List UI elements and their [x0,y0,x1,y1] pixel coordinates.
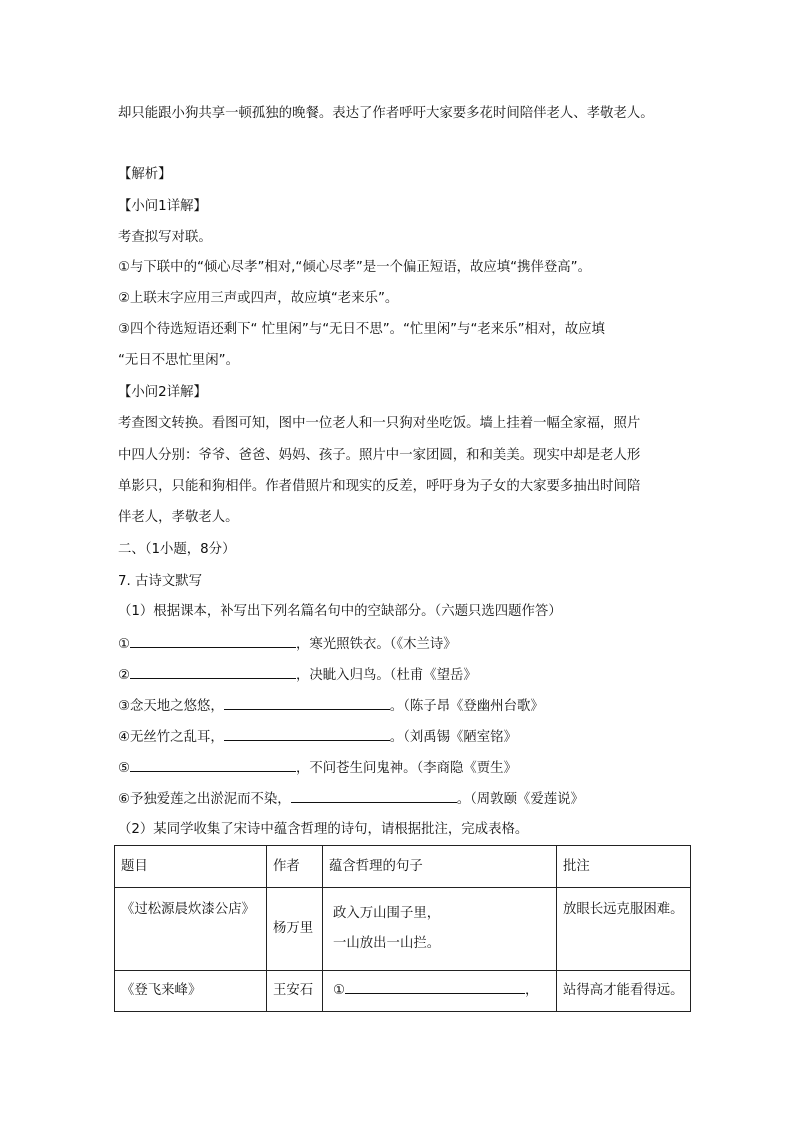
fill-item-suffix: ，寒光照铁衣。（《木兰诗》 [296,637,457,652]
q1-header: 【小问1详解】 [118,199,207,214]
question-7-part2-instruction: （2）某同学收集了宋诗中蕴含哲理的诗句，请根据批注，完成表格。 [118,822,529,837]
answer-blank[interactable] [291,789,457,803]
fill-item-suffix: ，决眦入归鸟。（杜甫《望岳》 [296,668,477,683]
question-7-title: 7. 古诗文默写 [118,574,202,589]
header-author: 作者 [267,846,323,888]
fill-item-prefix: ② [118,668,131,683]
header-sentence: 蕴含哲理的句子 [323,846,557,888]
table-row [115,971,691,1012]
header-title: 题目 [115,846,267,888]
answer-blank[interactable] [130,634,296,648]
answer-blank[interactable] [130,758,296,772]
section-two-heading: 二、（1小题，8分） [118,542,236,557]
q2-paragraph-line1: 考查图文转换。看图可知，图中一位老人和一只狗对坐吃饭。墙上挂着一幅全家福，照片 [118,416,641,431]
fill-item-suffix: 。（周敦颐《爱莲说》 [456,792,584,807]
fill-item-prefix: ③念天地之悠悠， [118,699,224,714]
cell-sentence [323,888,557,971]
fill-item-prefix: ① [118,637,131,652]
fill-item-3 [118,696,544,717]
question-7-part1-instruction: （1）根据课本，补写出下列名篇名句中的空缺部分。（六题只选四题作答） [118,604,562,619]
cell-author: 王安石 [267,971,323,1012]
cell-note: 站得高才能看得远。 [557,971,691,1012]
fill-item-prefix: ④无丝竹之乱耳， [118,730,224,745]
fill-item-prefix: ⑤ [118,761,131,776]
answer-blank[interactable] [130,665,296,679]
fill-item-6 [118,789,584,810]
fill-item-2 [118,665,477,686]
q1-point-c-line1: ③四个待选短语还剩下“ 忙里闲”与“无日不思”。“忙里闲”与“老来乐”相对，故应填 [118,322,605,337]
sentence-line-2: 一山放出一山拦。 [333,936,441,951]
cell-sentence [323,971,557,1012]
fill-item-suffix: ， [525,983,539,998]
cell-title: 《过松源晨炊漆公店》 [115,888,267,971]
cell-note: 放眼长远克服困难。 [557,888,691,971]
table-row [115,888,691,971]
fill-item-suffix: ，不问苍生问鬼神。（李商隐《贾生》 [296,761,517,776]
fill-item-5 [118,758,517,779]
fill-item-suffix: 。（陈子昂《登幽州台歌》 [389,699,544,714]
fill-item-prefix: ① [333,983,346,998]
q1-topic: 考查拟写对联。 [118,230,212,245]
cell-author: 杨万里 [267,888,323,971]
answer-blank[interactable] [345,980,525,994]
q2-paragraph-line4: 伴老人，孝敬老人。 [118,510,239,525]
q1-point-a: ①与下联中的“倾心尽孝”相对,“倾心尽孝”是一个偏正短语，故应填“携伴登高”。 [118,260,591,275]
q2-paragraph-line3: 单影只，只能和狗相伴。作者借照片和现实的反差，呼吁身为子女的大家要多抽出时间陪 [118,479,641,494]
fill-item-suffix: 。（刘禹锡《陋室铭》 [389,730,517,745]
header-note: 批注 [557,846,691,888]
sentence-line-1: 政入万山围子里， [333,906,441,921]
fill-item-prefix: ⑥予独爱莲之出淤泥而不染， [118,792,291,807]
q2-paragraph-line2: 中四人分别：爷爷、爸爸、妈妈、孩子。照片中一家团圆，和和美美。现实中却是老人形 [118,448,641,463]
answer-continuation: 却只能跟小狗共享一顿孤独的晚餐。表达了作者呼吁大家要多花时间陪伴老人、孝敬老人。 [118,106,654,121]
analysis-header: 【解析】 [118,167,172,182]
answer-blank[interactable] [224,696,390,710]
q1-point-b: ②上联末字应用三声或四声，故应填“老来乐”。 [118,291,399,306]
cell-title: 《登飞来峰》 [115,971,267,1012]
poem-table [114,845,691,1012]
table-header-row [115,846,691,888]
fill-item-1 [118,634,457,655]
q2-header: 【小问2详解】 [118,385,207,400]
fill-item-4 [118,727,517,748]
q1-point-c-line2: “无日不思忙里闲”。 [118,353,239,368]
answer-blank[interactable] [224,727,390,741]
